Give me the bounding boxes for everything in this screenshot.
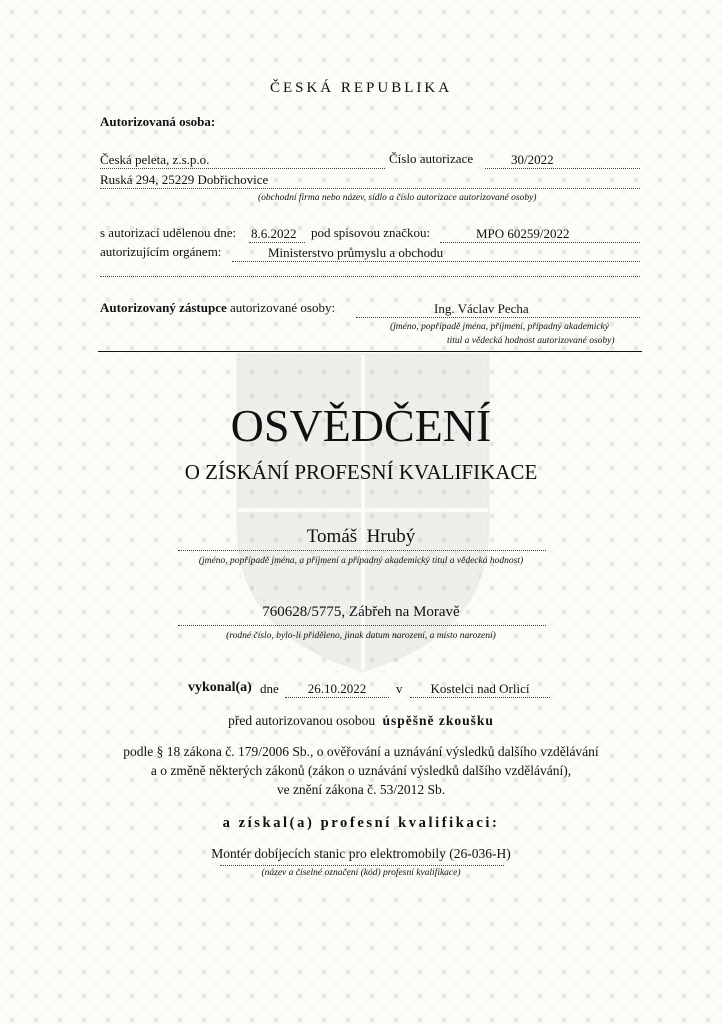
firm-caption: (obchodní firma nebo název, sídlo a číslo autorizace autorizované osoby)	[258, 193, 537, 203]
representative-label	[100, 300, 335, 316]
authorization-date-field	[249, 225, 305, 243]
qualification-caption: (název a číselné označení (kód) profesní kvalifikace)	[261, 868, 461, 878]
holder-birth-line	[178, 624, 546, 626]
exam-place-label: v	[396, 681, 403, 696]
address-field	[100, 171, 640, 189]
holder-name-line	[178, 549, 546, 551]
exam-date-field	[285, 680, 389, 698]
firm-name-field	[100, 151, 385, 169]
qualification-name: Montér dobíjecích stanic pro elektromobily (26-036-H)	[211, 846, 511, 861]
certificate-title: OSVĚDČENÍ	[230, 400, 492, 451]
file-number-label: pod spisovou značkou:	[311, 225, 431, 240]
exam-result-line	[0, 713, 722, 729]
representative-caption-2: titul a vědecká hodnost autorizované osoby)	[447, 336, 615, 346]
exam-place: Kostelci nad Orlicí	[430, 681, 530, 696]
holder-birth-caption: (rodné číslo, bylo-li přiděleno, jinak datum narození, a místo narození)	[226, 631, 496, 641]
section-divider	[98, 351, 642, 352]
blank-line	[100, 264, 640, 277]
authorized-person-heading: Autorizovaná osoba:	[100, 114, 216, 129]
representative-label-bold: Autorizovaný zástupce	[100, 300, 227, 315]
representative-name: Ing. Václav Pecha	[434, 301, 529, 316]
representative-caption-1: (jméno, popřípadě jména, příjmení, případný akademický	[390, 322, 609, 332]
exam-date-label: dne	[260, 681, 279, 696]
authority-label: autorizujícím orgánem:	[100, 244, 222, 259]
file-number-field	[440, 225, 640, 243]
performed-label: vykonal(a)	[188, 680, 252, 695]
authority: Ministerstvo průmyslu a obchodu	[268, 245, 444, 260]
law-line-1: podle § 18 zákona č. 179/2006 Sb., o ověřování a uznávání výsledků dalšího vzdělávání	[123, 744, 599, 759]
obtained-label: a získal(a) profesní kvalifikaci:	[222, 815, 500, 831]
authorization-date-label: s autorizací udělenou dne:	[100, 225, 237, 240]
address: Ruská 294, 25229 Dobřichovice	[100, 172, 269, 187]
authorization-date: 8.6.2022	[251, 226, 297, 241]
authorization-number-label: Číslo autorizace	[389, 151, 474, 166]
law-line-3: ve znění zákona č. 53/2012 Sb.	[276, 782, 446, 797]
file-number: MPO 60259/2022	[476, 226, 570, 241]
representative-label-rest: autorizované osoby:	[230, 300, 336, 315]
holder-name: Tomáš Hrubý	[306, 526, 416, 547]
exam-date: 26.10.2022	[307, 681, 367, 696]
certificate-subtitle: O ZÍSKÁNÍ PROFESNÍ KVALIFIKACE	[184, 460, 538, 484]
exam-place-field	[410, 680, 550, 698]
exam-result: úspěšně zkoušku	[382, 713, 494, 728]
country-heading: ČESKÁ REPUBLIKA	[269, 80, 453, 96]
representative-field	[356, 300, 640, 318]
holder-name-caption: (jméno, popřípadě jména, a příjmení a případný akademický titul a vědecká hodnost)	[198, 556, 524, 566]
holder-birth-info: 760628/5775, Zábřeh na Moravě	[262, 604, 460, 620]
firm-name: Česká peleta, z.s.p.o.	[100, 152, 210, 167]
qualification-line	[220, 864, 504, 866]
authorization-number-field	[485, 151, 640, 169]
authority-field	[232, 244, 640, 262]
authorization-number: 30/2022	[511, 152, 554, 167]
law-line-2: a o změně některých zákonů (zákon o uznávání výsledků dalšího vzdělávání),	[150, 763, 572, 778]
exam-before-text: před autorizovanou osobou	[228, 713, 376, 728]
